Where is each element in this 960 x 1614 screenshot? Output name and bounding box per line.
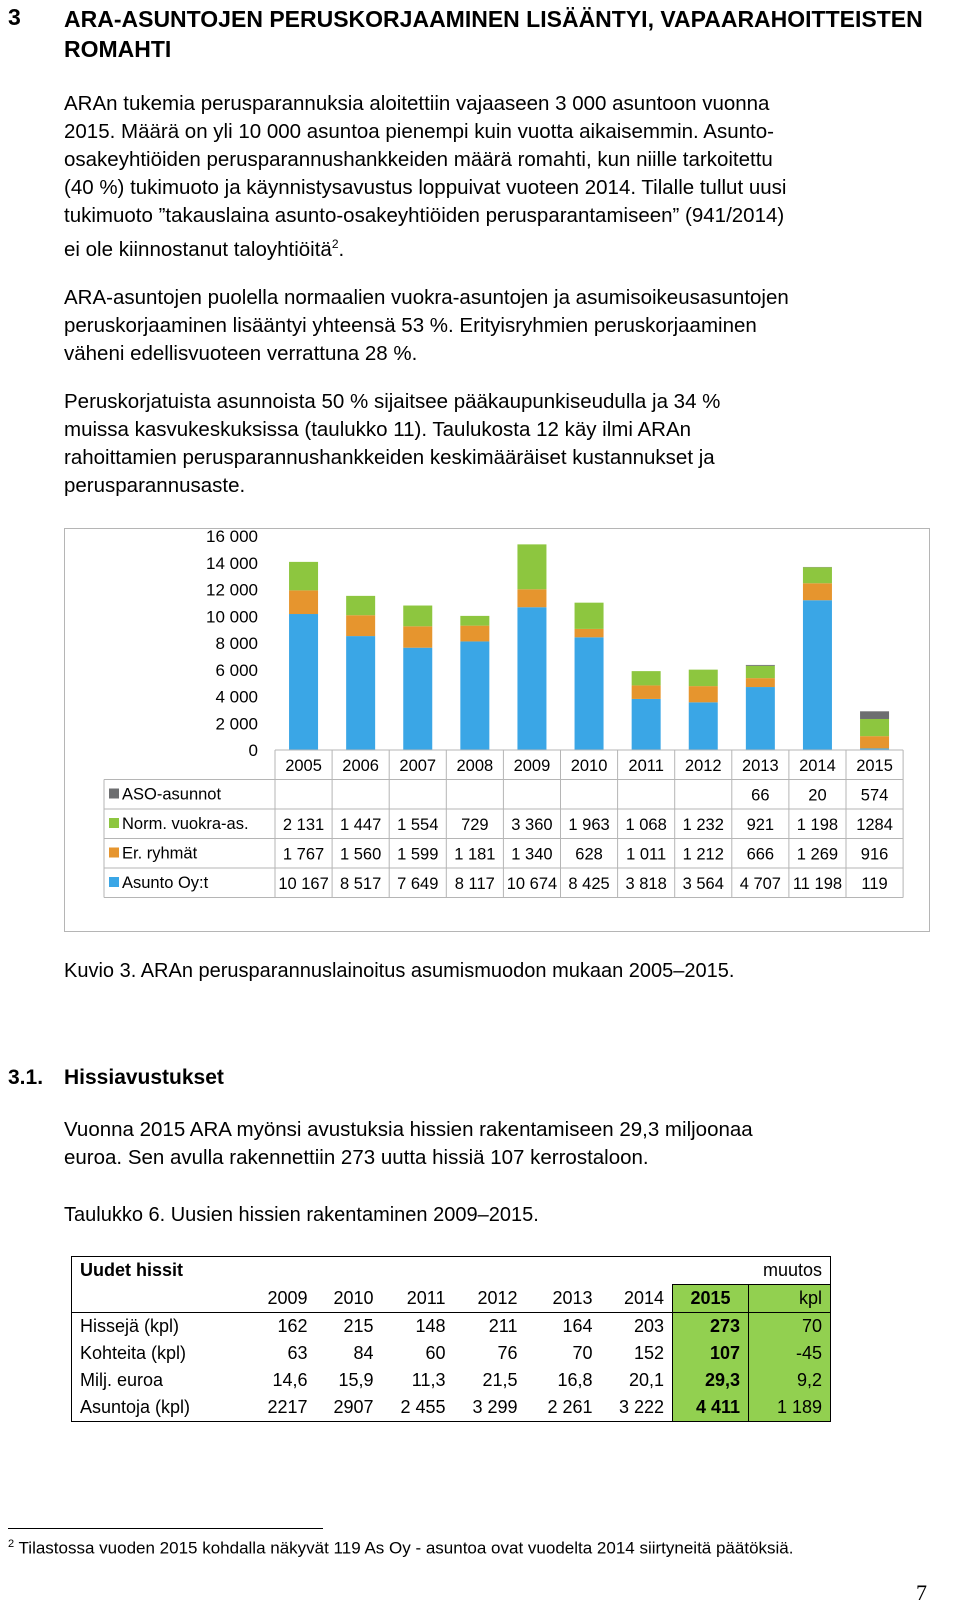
- data-label: 1284: [856, 816, 893, 834]
- table-cell: 60: [425, 1343, 446, 1363]
- data-label: 1 232: [682, 816, 724, 834]
- bar-segment: [689, 670, 718, 686]
- legend-label: Norm. vuokra-as.: [122, 815, 249, 833]
- data-label: 8 517: [340, 875, 382, 893]
- bar-segment: [575, 637, 604, 750]
- cell-2015: 273: [673, 1313, 749, 1341]
- bar-segment: [346, 596, 375, 615]
- table-cell: 215: [316, 1313, 382, 1341]
- data-label: 66: [751, 786, 770, 805]
- table-row: [72, 1394, 831, 1422]
- bar-segment: [746, 666, 775, 678]
- x-tick-label: 2015: [856, 757, 893, 775]
- table-cell: 3 299: [454, 1394, 526, 1422]
- bar-segment: [746, 665, 775, 666]
- header-year: 2010: [333, 1287, 374, 1308]
- table-cell: 14,6: [272, 1370, 308, 1390]
- data-label: 666: [746, 845, 775, 864]
- bar-segment: [403, 606, 432, 627]
- heading-number: 3: [8, 4, 21, 30]
- header-year: 2014: [623, 1287, 664, 1308]
- table-cell: 16,8: [557, 1370, 593, 1390]
- bar-segment: [460, 616, 489, 626]
- data-label: 921: [746, 816, 775, 834]
- bar-segment: [689, 686, 718, 702]
- text-line: ARAn tukemia perusparannuksia aloitettiin vajaaseen 3 000 asuntoon vuonna: [64, 92, 770, 115]
- data-label: 119: [861, 875, 888, 893]
- table-cell: 70: [572, 1343, 593, 1363]
- x-tick-label: 2009: [513, 757, 551, 775]
- table-cell: 3 222: [601, 1394, 673, 1422]
- stacked-bar-chart: [64, 528, 930, 932]
- data-label: 1 068: [625, 816, 667, 834]
- data-label: 10 674: [506, 875, 558, 893]
- text-line: Peruskorjatuista asunnoista 50 % sijaitsee pääkaupunkiseudulla ja 34 %: [64, 390, 721, 413]
- data-label: 916: [860, 845, 889, 864]
- header-year-highlight: 2015: [673, 1285, 749, 1313]
- text-line: [64, 230, 924, 264]
- cell-change: 1 189: [749, 1394, 831, 1422]
- header-year: 2013: [552, 1287, 593, 1308]
- bar-segment: [632, 685, 661, 699]
- page-number: 7: [916, 1580, 927, 1605]
- x-tick-label: 2012: [684, 757, 722, 775]
- bar-segment: [289, 590, 318, 614]
- paragraph-2: [64, 284, 924, 368]
- y-tick-label: 0: [248, 741, 258, 760]
- data-label: 1 011: [626, 845, 667, 864]
- x-tick-label: 2011: [628, 757, 664, 775]
- x-tick-label: 2005: [285, 757, 322, 775]
- row-label: Milj. euroa: [72, 1367, 248, 1394]
- subheading-number: 3.1.: [8, 1066, 44, 1089]
- cell-2015: 4 411: [673, 1394, 749, 1422]
- paragraph-1: [64, 90, 924, 264]
- text-line: peruskorjaaminen lisääntyi yhteensä 53 %. Erityisryhmien peruskorjaaminen: [64, 314, 757, 337]
- paragraph-3: [64, 388, 924, 500]
- row-label: Asuntoja (kpl): [72, 1394, 248, 1422]
- legend-label: ASO-asunnot: [122, 785, 222, 804]
- footnote: [8, 1538, 793, 1559]
- table-row: [72, 1313, 831, 1341]
- table-cell: 2 455: [382, 1394, 454, 1422]
- data-label: 8 425: [568, 875, 610, 893]
- header-year: 2011: [406, 1287, 446, 1308]
- bar-segment: [860, 719, 889, 736]
- table-cell: 152: [633, 1343, 664, 1363]
- table-cell: 15,9: [338, 1370, 374, 1390]
- data-label: 1 181: [454, 845, 496, 864]
- x-tick-label: 2007: [399, 757, 437, 775]
- header-kpl: kpl: [749, 1285, 831, 1313]
- cell-change: -45: [749, 1340, 831, 1367]
- text-line: muissa kasvukeskuksissa (taulukko 11). Taulukosta 12 käy ilmi ARAn: [64, 418, 692, 441]
- data-label: 8 117: [454, 875, 495, 893]
- footnote-number: 2: [8, 1538, 15, 1550]
- bar-segment: [517, 607, 546, 750]
- text-line: 2015. Määrä on yli 10 000 asuntoa pienempi kuin vuotta aikaisemmin. Asunto-: [64, 120, 774, 143]
- bar-segment: [346, 615, 375, 636]
- bar-segment: [289, 562, 318, 591]
- bar-segment: [403, 648, 432, 750]
- bar-segment: [746, 687, 775, 750]
- text-line: rahoittamien perusparannushankkeiden keskimääräiset kustannukset ja: [64, 446, 715, 469]
- text-segment: .: [338, 237, 345, 261]
- bar-segment: [460, 626, 489, 642]
- x-tick-label: 2014: [799, 757, 836, 775]
- cell-change: 70: [749, 1313, 831, 1341]
- table-cell: 21,5: [482, 1370, 518, 1390]
- table-row: [72, 1340, 831, 1367]
- y-tick-label: 8 000: [215, 634, 258, 653]
- figure-caption: Kuvio 3. ARAn perusparannuslainoitus asumismuodon mukaan 2005–2015.: [64, 960, 735, 982]
- data-label: 2 131: [282, 816, 325, 834]
- row-label: Hissejä (kpl): [72, 1313, 248, 1341]
- x-tick-label: 2008: [456, 757, 494, 775]
- footnote-separator: [8, 1528, 323, 1529]
- data-label: 1 340: [511, 845, 553, 864]
- paragraph-hissit: [64, 1116, 924, 1172]
- y-tick-label: 10 000: [206, 607, 258, 627]
- data-label: 3 360: [511, 816, 553, 834]
- y-tick-label: 14 000: [206, 553, 258, 573]
- data-label: 11 198: [792, 875, 843, 893]
- bar-segment: [575, 603, 604, 629]
- table-caption: Taulukko 6. Uusien hissien rakentaminen 2009–2015.: [64, 1204, 539, 1226]
- data-label: 3 818: [625, 875, 667, 893]
- bar-segment: [689, 702, 718, 750]
- bar-segment: [632, 699, 661, 750]
- table-cell: 162: [248, 1313, 316, 1341]
- data-label: 20: [808, 786, 827, 805]
- data-label: 4 707: [739, 875, 781, 893]
- text-line: Vuonna 2015 ARA myönsi avustuksia hissien rakentamiseen 29,3 miljoonaa: [64, 1118, 753, 1141]
- legend-swatch: [109, 818, 119, 828]
- x-tick-label: 2006: [342, 757, 380, 775]
- bar-segment: [632, 671, 661, 685]
- x-tick-label: 2013: [741, 757, 779, 775]
- bar-segment: [803, 600, 832, 750]
- data-label: 1 599: [397, 845, 439, 864]
- data-label: 1 198: [796, 816, 839, 834]
- text-line: perusparannusaste.: [64, 474, 246, 497]
- header-muutos: muutos: [749, 1257, 831, 1285]
- legend-label: Er. ryhmät: [122, 844, 198, 863]
- bar-segment: [803, 567, 832, 583]
- y-tick-label: 4 000: [215, 687, 258, 707]
- data-label: 1 269: [796, 845, 839, 864]
- header-year: 2012: [477, 1287, 518, 1308]
- data-label: 574: [860, 786, 889, 805]
- bar-segment: [860, 711, 889, 719]
- table-cell: 63: [287, 1343, 308, 1363]
- y-tick-label: 2 000: [215, 714, 258, 734]
- text-line: euroa. Sen avulla rakennettiin 273 uutta hissiä 107 kerrostaloon.: [64, 1146, 649, 1169]
- bar-segment: [517, 544, 546, 589]
- data-label: 3 564: [682, 875, 724, 893]
- bar-segment: [575, 629, 604, 637]
- data-label: 1 447: [340, 816, 382, 834]
- table-cell: 2217: [248, 1394, 316, 1422]
- table-title: Uudet hissit: [72, 1257, 248, 1285]
- data-label: 1 554: [397, 816, 439, 834]
- cell-change: 9,2: [749, 1367, 831, 1394]
- table-cell: 2 261: [526, 1394, 601, 1422]
- text-line: (40 %) tukimuoto ja käynnistysavustus loppuivat vuoteen 2014. Tilalle tullut uusi: [64, 176, 787, 199]
- bar-segment: [346, 636, 375, 750]
- legend-swatch: [109, 877, 119, 887]
- bar-segment: [803, 583, 832, 600]
- subheading-title: Hissiavustukset: [64, 1066, 224, 1089]
- data-label: 10 167: [278, 875, 329, 893]
- bar-segment: [289, 614, 318, 750]
- page-title: ARA-ASUNTOJEN PERUSKORJAAMINEN LISÄÄNTYI, VAPAARAHOITTEISTEN ROMAHTI: [64, 6, 923, 62]
- x-tick-label: 2010: [570, 757, 608, 775]
- elevator-table: [71, 1256, 831, 1422]
- table-cell: 84: [353, 1343, 374, 1363]
- footnote-ref[interactable]: 2: [331, 237, 339, 251]
- table-row: [72, 1367, 831, 1394]
- table-cell: 20,1: [628, 1370, 664, 1390]
- table-cell: 164: [526, 1313, 601, 1341]
- data-label: 1 767: [282, 845, 325, 864]
- text-line: väheni edellisvuoteen verrattuna 28 %.: [64, 342, 418, 365]
- data-label: 729: [461, 816, 489, 834]
- footnote-text: Tilastossa vuoden 2015 kohdalla näkyvät 119 As Oy - asuntoa ovat vuodelta 2014 siirtyneitä päätöksiä.: [18, 1538, 794, 1558]
- text-segment: ei ole kiinnostanut taloyhtiöitä: [64, 237, 332, 261]
- text-line: osakeyhtiöiden perusparannushankkeiden määrä romahti, kun niille tarkoitettu: [64, 148, 773, 171]
- table-cell: 203: [601, 1313, 673, 1341]
- data-label: 1 212: [682, 845, 724, 864]
- data-label: 628: [575, 845, 603, 864]
- table-cell: 76: [497, 1343, 518, 1363]
- header-year: 2009: [267, 1287, 308, 1308]
- legend-label: Asunto Oy:t: [122, 874, 209, 892]
- bar-segment: [860, 736, 889, 748]
- bar-segment: [460, 641, 489, 750]
- data-label: 1 963: [568, 816, 610, 834]
- legend-swatch: [109, 848, 119, 858]
- y-tick-label: 6 000: [215, 660, 258, 680]
- cell-2015: 107: [673, 1340, 749, 1367]
- cell-2015: 29,3: [673, 1367, 749, 1394]
- data-label: 7 649: [397, 875, 439, 893]
- row-label: Kohteita (kpl): [72, 1340, 248, 1367]
- table-cell: 11,3: [411, 1370, 446, 1390]
- table-cell: 211: [454, 1313, 526, 1341]
- text-line: tukimuoto ”takauslaina asunto-osakeyhtiöiden perusparantamiseen” (941/2014): [64, 204, 785, 227]
- text-line: ARA-asuntojen puolella normaalien vuokra-asuntojen ja asumisoikeusasuntojen: [64, 286, 789, 309]
- y-tick-label: 16 000: [206, 528, 258, 546]
- table-cell: 2907: [316, 1394, 382, 1422]
- bar-segment: [746, 678, 775, 687]
- bar-segment: [517, 589, 546, 607]
- table-cell: 148: [382, 1313, 454, 1341]
- bar-segment: [403, 626, 432, 647]
- y-tick-label: 12 000: [206, 580, 258, 600]
- legend-swatch: [109, 789, 119, 799]
- data-label: 1 560: [340, 845, 382, 864]
